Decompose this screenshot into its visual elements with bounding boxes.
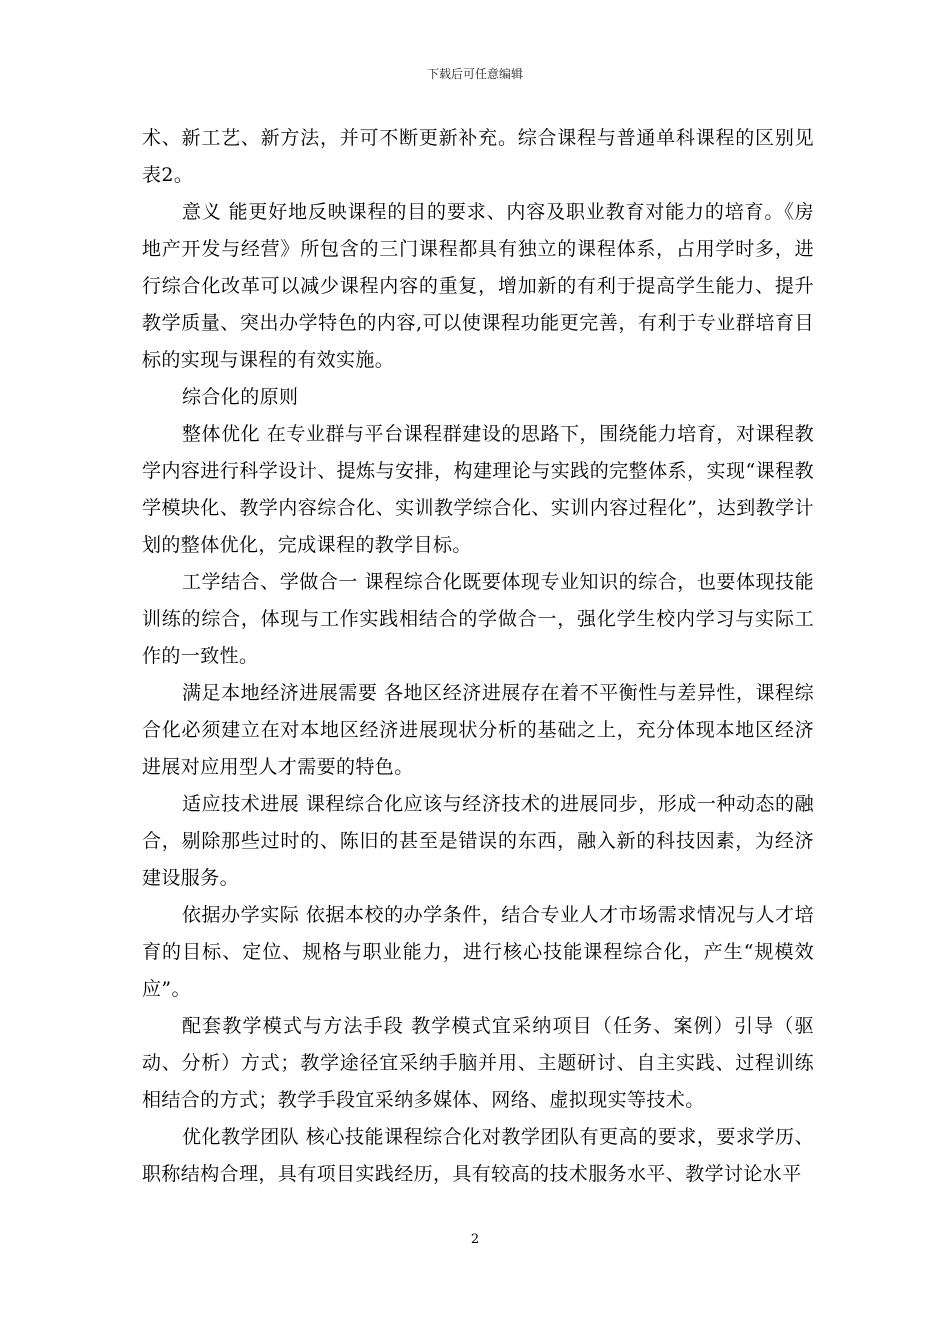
paragraph-7: 适应技术进展 课程综合化应该与经济技术的进展同步，形成一种动态的融合，剔除那些过时的、陈旧的甚至是错误的东西，融入新的科技因素，为经济建设服务。 — [142, 793, 814, 889]
paragraph-10: 优化教学团队 核心技能课程综合化对教学团队有更高的要求，要求学历、职称结构合理，具有项目实践经历，具有较高的技术服务水平、教学讨论水平 — [142, 1126, 814, 1185]
paragraph-5: 工学结合、学做合一 课程综合化既要体现专业知识的综合，也要体现技能训练的综合，体现与工作实践相结合的学做合一，强化学生校内学习与实际工作的一致性。 — [142, 571, 814, 667]
document-body — [142, 120, 814, 1193]
paragraph-1: 术、新工艺、新方法，并可不断更新补充。综合课程与普通单科课程的区别见表2。 — [142, 127, 814, 186]
paragraph-8: 依据办学实际 依据本校的办学条件，结合专业人才市场需求情况与人才培育的目标、定位、规格与职业能力，进行核心技能课程综合化，产生“规模效应”。 — [142, 904, 814, 1000]
page-number: 2 — [470, 1232, 480, 1247]
paragraph-4: 整体优化 在专业群与平台课程群建设的思路下，围绕能力培育，对课程教学内容进行科学设计、提炼与安排，构建理论与实践的完整体系，实现“课程教学模块化、教学内容综合化、实训教学综合化、实训内容过程化”，达到教学计划的整体优化，完成课程的教学目标。 — [142, 423, 814, 556]
paragraph-2: 意义 能更好地反映课程的目的要求、内容及职业教育对能力的培育。《房地产开发与经营》所包含的三门课程都具有独立的课程体系，占用学时多，进行综合化改革可以减少课程内容的重复，增加新的有利于提高学生能力、提升教学质量、突出办学特色的内容,可以使课程功能更完善，有利于专业群培育目标的实现与课程的有效实施。 — [142, 201, 814, 371]
paragraph-9: 配套教学模式与方法手段 教学模式宜采纳项目（任务、案例）引导（驱动、分析）方式；教学途径宜采纳手脑并用、主题研讨、自主实践、过程训练相结合的方式；教学手段宜采纳多媒体、网络、虚拟现实等技术。 — [142, 1015, 814, 1111]
paragraph-6: 满足本地经济进展需要 各地区经济进展存在着不平衡性与差异性，课程综合化必须建立在对本地区经济进展现状分析的基础之上，充分体现本地区经济进展对应用型人才需要的特色。 — [142, 682, 814, 778]
section-heading-principles: 综合化的原则 — [182, 386, 299, 408]
page-header: 下载后可任意编辑 — [426, 67, 523, 81]
